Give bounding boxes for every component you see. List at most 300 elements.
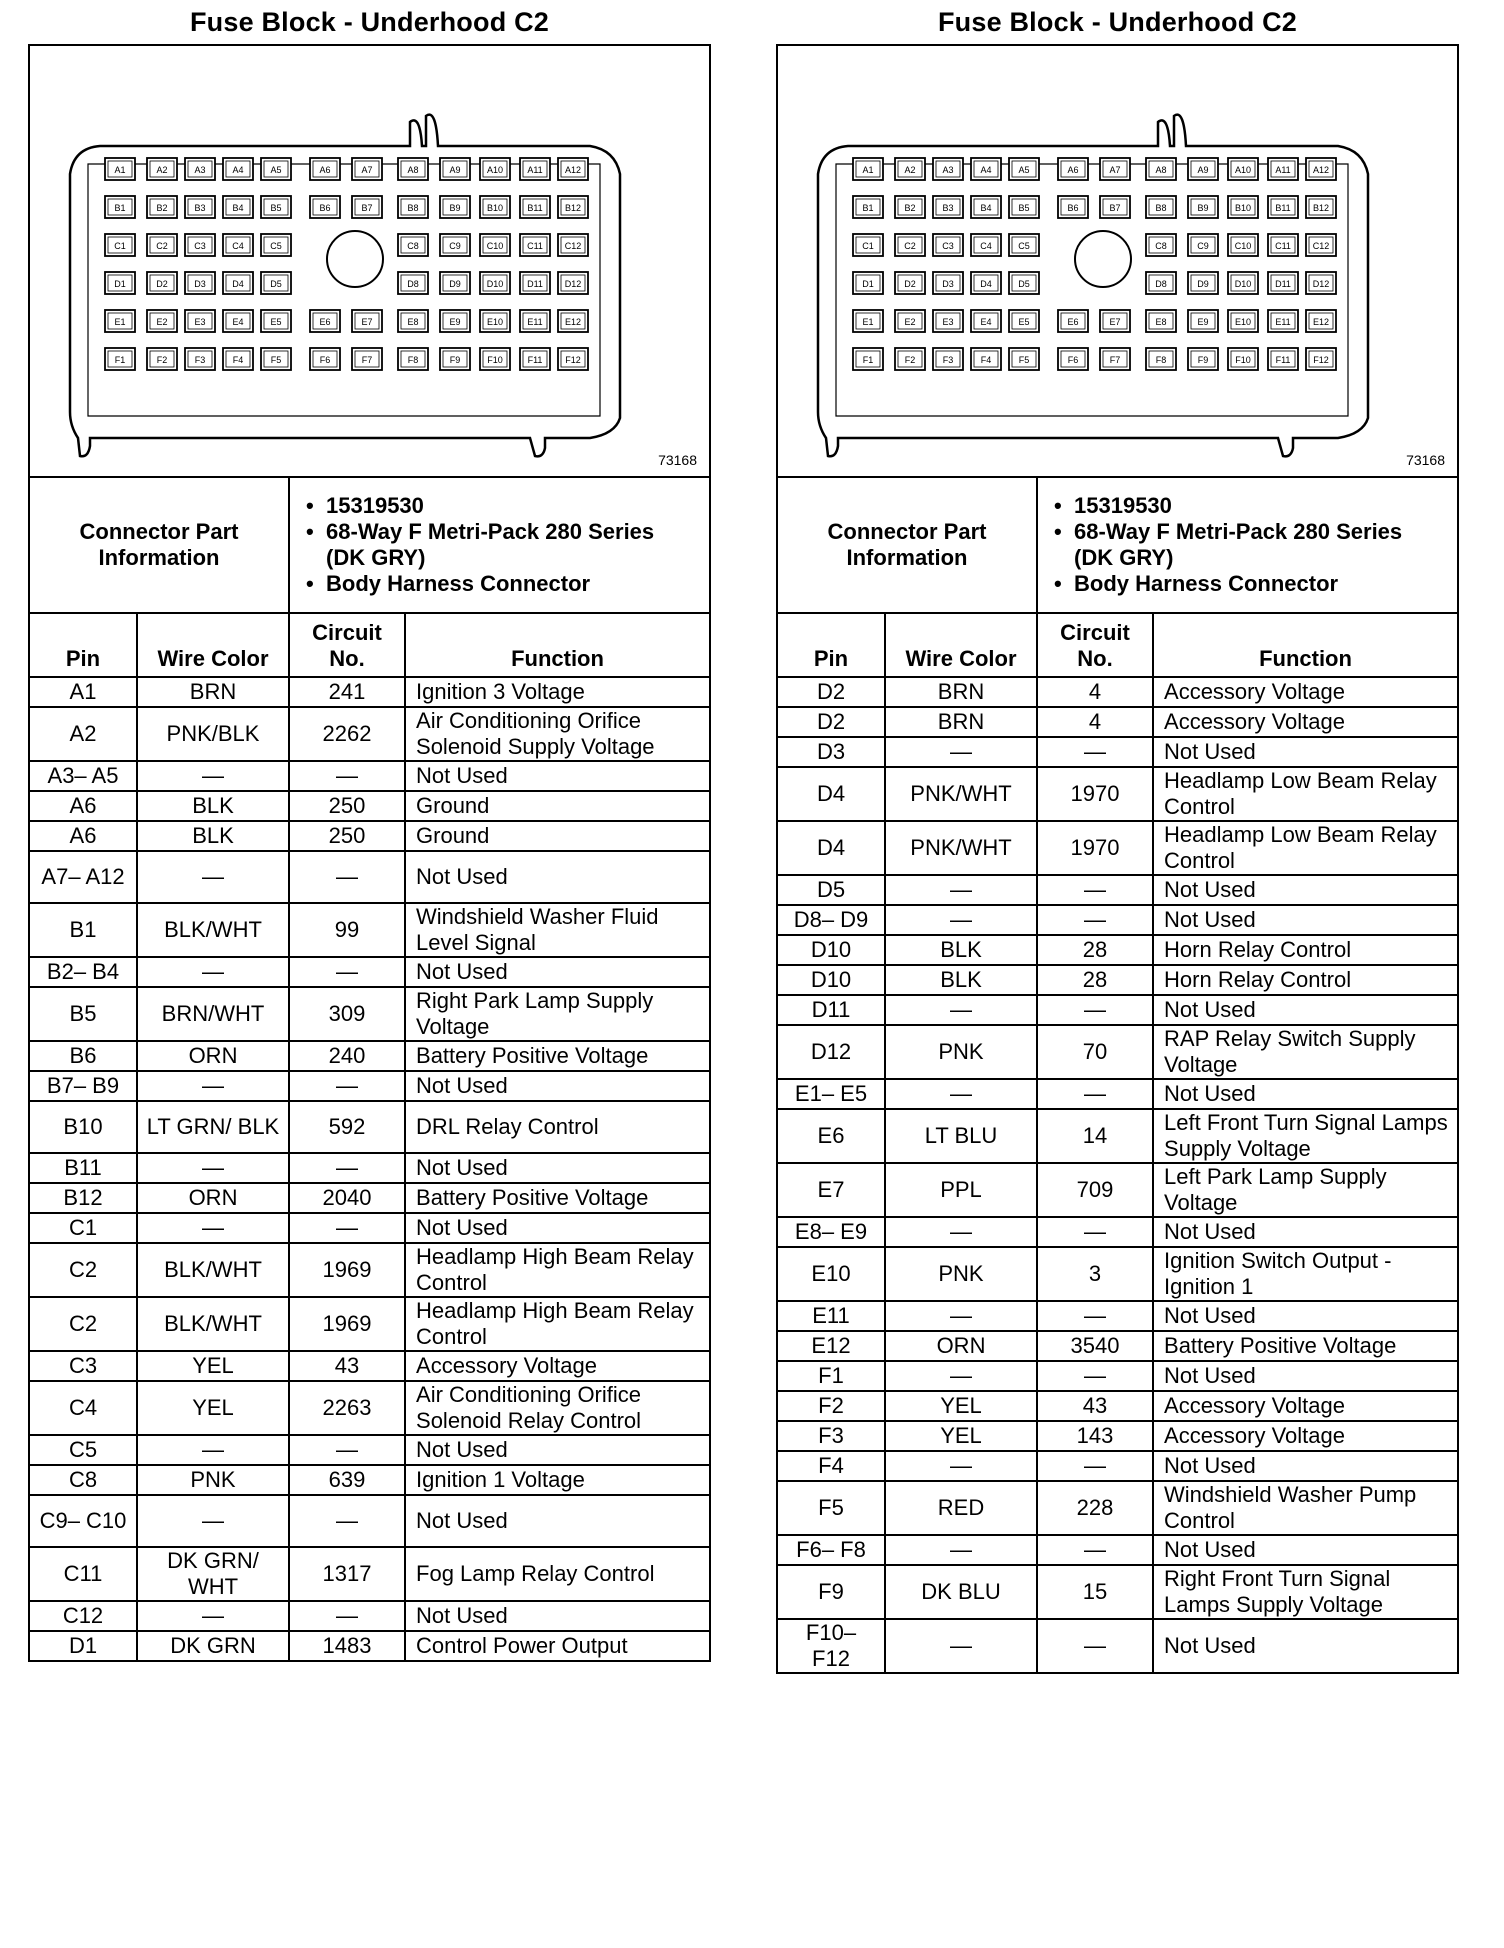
pin-cavity	[398, 348, 428, 370]
pin-label: D5	[270, 279, 282, 289]
pin-label: F7	[1109, 355, 1121, 365]
wire-color-cell: BLK/WHT	[137, 903, 289, 957]
wire-color-cell: PPL	[885, 1163, 1037, 1217]
table-row	[29, 1071, 710, 1101]
function-cell: Accessory Voltage	[1153, 707, 1458, 737]
pin-cell: E10	[777, 1247, 885, 1301]
pin-cavity	[558, 272, 588, 294]
pin-cavity	[933, 234, 963, 256]
pin-label: F4	[980, 355, 992, 365]
function-cell: Not Used	[1153, 875, 1458, 905]
connector-part-info	[1037, 477, 1458, 613]
circuit-cell: 228	[1037, 1481, 1153, 1535]
pin-label: F10	[487, 355, 503, 365]
function-cell: Not Used	[1153, 1217, 1458, 1247]
pin-label: A3	[942, 165, 954, 175]
pin-label: E3	[942, 317, 954, 327]
pin-cavity	[1306, 348, 1336, 370]
pin-cavity	[105, 158, 135, 180]
pin-cavity	[971, 158, 1001, 180]
table-row	[29, 903, 710, 957]
pin-label: A6	[319, 165, 331, 175]
pin-label: C3	[942, 241, 954, 251]
wire-color-cell: ORN	[137, 1183, 289, 1213]
pin-label: D3	[942, 279, 954, 289]
wire-color-cell: DK GRN/ WHT	[137, 1547, 289, 1601]
pin-cell: D1	[29, 1631, 137, 1661]
pin-cavity	[1009, 272, 1039, 294]
pin-label: B10	[1234, 203, 1252, 213]
circuit-cell: 14	[1037, 1109, 1153, 1163]
pin-label: C10	[486, 241, 504, 251]
function-cell: Battery Positive Voltage	[405, 1041, 710, 1071]
pin-cavity	[520, 234, 550, 256]
pin-cavity	[1009, 234, 1039, 256]
pin-label: B8	[1155, 203, 1167, 213]
pin-cavity	[520, 196, 550, 218]
pin-cavity	[971, 196, 1001, 218]
table-row	[777, 1619, 1458, 1673]
pin-label: D10	[1234, 279, 1252, 289]
pin-cavity	[895, 234, 925, 256]
function-cell: Not Used	[405, 1495, 710, 1547]
pin-cavity	[1009, 196, 1039, 218]
table-row	[777, 821, 1458, 875]
circuit-cell: 1317	[289, 1547, 405, 1601]
pin-cell: D3	[777, 737, 885, 767]
circuit-cell: —	[1037, 737, 1153, 767]
pin-label: B8	[407, 203, 419, 213]
pin-label: A11	[1275, 165, 1291, 175]
table-row	[777, 1025, 1458, 1079]
pin-label: A5	[270, 165, 282, 175]
pin-cavity	[1100, 158, 1130, 180]
pin-label: A11	[527, 165, 543, 175]
table-row	[29, 761, 710, 791]
table-row	[29, 1601, 710, 1631]
table-row	[777, 1565, 1458, 1619]
function-cell: Ignition 3 Voltage	[405, 677, 710, 707]
circuit-cell: 1970	[1037, 821, 1153, 875]
function-cell: Left Front Turn Signal Lamps Supply Voltage	[1153, 1109, 1458, 1163]
wire-color-cell: PNK	[885, 1247, 1037, 1301]
pin-cavity	[971, 310, 1001, 332]
table-row	[777, 1391, 1458, 1421]
wire-color-cell: —	[137, 1495, 289, 1547]
table-row	[777, 995, 1458, 1025]
pin-label: A5	[1018, 165, 1030, 175]
pin-cavity	[1058, 310, 1088, 332]
wire-color-cell: —	[885, 1451, 1037, 1481]
function-cell: Battery Positive Voltage	[405, 1183, 710, 1213]
pin-cavity	[1228, 158, 1258, 180]
function-cell: Battery Positive Voltage	[1153, 1331, 1458, 1361]
function-cell: Not Used	[1153, 1535, 1458, 1565]
pin-label: E1	[114, 317, 126, 327]
wire-color-cell: ORN	[137, 1041, 289, 1071]
pin-cavity	[261, 234, 291, 256]
pin-label: C11	[1275, 241, 1291, 251]
pin-cavity	[520, 310, 550, 332]
pin-label: D4	[980, 279, 992, 289]
pin-cell: E12	[777, 1331, 885, 1361]
pin-cavity	[1009, 348, 1039, 370]
circuit-cell: 1969	[289, 1297, 405, 1351]
pin-label: B3	[942, 203, 954, 213]
table-header-row	[777, 613, 1458, 677]
wire-color-cell: BLK	[885, 965, 1037, 995]
function-cell: Windshield Washer Fluid Level Signal	[405, 903, 710, 957]
pin-label: A9	[449, 165, 461, 175]
function-cell: Headlamp High Beam Relay Control	[405, 1243, 710, 1297]
function-cell: Not Used	[405, 1601, 710, 1631]
pin-label: D9	[1197, 279, 1209, 289]
pin-cavity	[147, 348, 177, 370]
pin-cavity	[933, 272, 963, 294]
pin-label: D12	[564, 279, 582, 289]
pin-label: C11	[527, 241, 543, 251]
pin-cavity	[1100, 310, 1130, 332]
table-row	[777, 1331, 1458, 1361]
wire-color-cell: BRN/WHT	[137, 987, 289, 1041]
table-row	[29, 791, 710, 821]
function-cell: Accessory Voltage	[405, 1351, 710, 1381]
pin-label: D5	[1018, 279, 1030, 289]
circuit-cell: 592	[289, 1101, 405, 1153]
pin-cavity	[352, 310, 382, 332]
pin-label: A12	[1312, 165, 1330, 175]
pin-cavity	[1146, 158, 1176, 180]
pin-cavity	[147, 234, 177, 256]
function-cell: Not Used	[1153, 995, 1458, 1025]
pin-cavity	[1268, 348, 1298, 370]
pin-label: A2	[156, 165, 168, 175]
wire-color-cell: —	[137, 851, 289, 903]
pin-label: F11	[1275, 355, 1291, 365]
wire-color-cell: BLK/WHT	[137, 1297, 289, 1351]
pin-label: A10	[486, 165, 504, 175]
pin-cavity	[105, 310, 135, 332]
pin-cavity	[520, 272, 550, 294]
pin-cavity	[1146, 196, 1176, 218]
connector-part-info	[289, 477, 710, 613]
pin-label: D9	[449, 279, 461, 289]
pin-cavity	[895, 196, 925, 218]
pinout-table	[776, 476, 1459, 1674]
wire-color-cell: —	[885, 737, 1037, 767]
pin-label: B6	[319, 203, 331, 213]
pin-label: A7	[361, 165, 373, 175]
table-row	[29, 957, 710, 987]
table-row	[777, 707, 1458, 737]
pin-cavity	[185, 272, 215, 294]
wire-color-cell: YEL	[137, 1351, 289, 1381]
pin-cell: B6	[29, 1041, 137, 1071]
pin-cavity	[105, 272, 135, 294]
pin-label: C1	[862, 241, 874, 251]
pin-cavity	[895, 310, 925, 332]
pin-cell: C4	[29, 1381, 137, 1435]
header-function: Function	[1153, 613, 1458, 677]
pin-cavity	[261, 196, 291, 218]
wire-color-cell: DK GRN	[137, 1631, 289, 1661]
circuit-cell: —	[289, 1153, 405, 1183]
wire-color-cell: BLK	[885, 935, 1037, 965]
pin-cell: C11	[29, 1547, 137, 1601]
table-row	[777, 1421, 1458, 1451]
wire-color-cell: —	[137, 1071, 289, 1101]
circuit-cell: —	[289, 957, 405, 987]
pin-cell: E1– E5	[777, 1079, 885, 1109]
pin-cavity	[853, 196, 883, 218]
connector-info-row	[29, 477, 710, 613]
pin-cavity	[853, 272, 883, 294]
pin-label: F2	[904, 355, 916, 365]
function-cell: Not Used	[405, 1153, 710, 1183]
function-cell: Air Conditioning Orifice Solenoid Relay Control	[405, 1381, 710, 1435]
function-cell: Windshield Washer Pump Control	[1153, 1481, 1458, 1535]
wire-color-cell: —	[885, 905, 1037, 935]
pin-cavity	[261, 272, 291, 294]
table-row	[777, 1301, 1458, 1331]
table-row	[29, 1101, 710, 1153]
circuit-cell: 709	[1037, 1163, 1153, 1217]
circuit-cell: 2040	[289, 1183, 405, 1213]
wire-color-cell: BRN	[885, 677, 1037, 707]
wire-color-cell: PNK/WHT	[885, 821, 1037, 875]
pinout-table	[28, 476, 711, 1662]
pin-cavity	[147, 310, 177, 332]
pin-cell: E8– E9	[777, 1217, 885, 1247]
pin-cavity	[1146, 348, 1176, 370]
pin-cavity	[105, 196, 135, 218]
function-cell: Not Used	[1153, 737, 1458, 767]
circuit-cell: 250	[289, 791, 405, 821]
pin-label: C4	[980, 241, 992, 251]
pin-label: E4	[232, 317, 244, 327]
wire-color-cell: —	[885, 1079, 1037, 1109]
polarization-key	[1075, 231, 1131, 287]
pin-label: B7	[361, 203, 373, 213]
connector-type: • 68-Way F Metri-Pack 280 Series (DK GRY)	[300, 519, 699, 571]
pin-label: D2	[904, 279, 916, 289]
pin-label: D3	[194, 279, 206, 289]
header-wire-color: Wire Color	[885, 613, 1037, 677]
function-cell: Headlamp Low Beam Relay Control	[1153, 767, 1458, 821]
pin-label: D11	[1275, 279, 1291, 289]
pin-cavity	[398, 272, 428, 294]
pin-cell: F4	[777, 1451, 885, 1481]
pin-cavity	[147, 272, 177, 294]
pin-label: F12	[1313, 355, 1329, 365]
circuit-cell: 1483	[289, 1631, 405, 1661]
pin-label: C8	[407, 241, 419, 251]
pin-cell: C2	[29, 1297, 137, 1351]
wire-color-cell: —	[885, 995, 1037, 1025]
circuit-cell: —	[1037, 1451, 1153, 1481]
pin-cavity	[853, 310, 883, 332]
pin-label: B4	[980, 203, 992, 213]
pin-cavity	[223, 272, 253, 294]
pin-cavity	[352, 348, 382, 370]
pin-cavity	[223, 310, 253, 332]
pin-cell: E7	[777, 1163, 885, 1217]
circuit-cell: —	[289, 1495, 405, 1547]
pin-label: A8	[407, 165, 419, 175]
connector-diagram-box	[28, 44, 711, 476]
table-row	[777, 677, 1458, 707]
header-pin: Pin	[777, 613, 885, 677]
pin-label: C2	[156, 241, 168, 251]
pin-label: D11	[527, 279, 543, 289]
table-row	[777, 1109, 1458, 1163]
pin-label: A1	[862, 165, 874, 175]
pin-label: D8	[1155, 279, 1167, 289]
pin-cavity	[440, 158, 470, 180]
circuit-cell: —	[1037, 1079, 1153, 1109]
header-circuit: Circuit No.	[1037, 613, 1153, 677]
pin-label: E10	[486, 317, 504, 327]
harness-name: • Body Harness Connector	[1048, 571, 1447, 597]
pin-label: C3	[194, 241, 206, 251]
pin-label: E9	[1197, 317, 1209, 327]
pin-cavity	[1100, 196, 1130, 218]
pin-cavity	[261, 158, 291, 180]
pin-label: B1	[114, 203, 126, 213]
pin-cavity	[1268, 272, 1298, 294]
function-cell: Headlamp Low Beam Relay Control	[1153, 821, 1458, 875]
connector-face-diagram	[30, 46, 713, 478]
pin-cell: D11	[777, 995, 885, 1025]
pin-label: A12	[564, 165, 582, 175]
pin-cavity	[1188, 310, 1218, 332]
wire-color-cell: ORN	[885, 1331, 1037, 1361]
connector-part-label: Connector Part Information	[29, 477, 289, 613]
pin-cavity	[223, 348, 253, 370]
circuit-cell: 240	[289, 1041, 405, 1071]
pin-label: F8	[1155, 355, 1167, 365]
circuit-cell: —	[289, 1213, 405, 1243]
table-row	[777, 875, 1458, 905]
pin-cell: A3– A5	[29, 761, 137, 791]
pin-label: A4	[980, 165, 992, 175]
pin-label: B7	[1109, 203, 1121, 213]
pin-cavity	[185, 234, 215, 256]
pin-cavity	[1188, 234, 1218, 256]
header-circuit: Circuit No.	[289, 613, 405, 677]
pin-cavity	[853, 234, 883, 256]
pin-cavity	[1268, 310, 1298, 332]
header-function: Function	[405, 613, 710, 677]
left-panel	[28, 0, 711, 1662]
pin-cavity	[1268, 196, 1298, 218]
header-pin: Pin	[29, 613, 137, 677]
function-cell: Horn Relay Control	[1153, 965, 1458, 995]
circuit-cell: 15	[1037, 1565, 1153, 1619]
pin-label: F2	[156, 355, 168, 365]
function-cell: Right Park Lamp Supply Voltage	[405, 987, 710, 1041]
pin-cavity	[1306, 234, 1336, 256]
pin-label: E11	[1275, 317, 1291, 327]
pin-label: A4	[232, 165, 244, 175]
pin-cavity	[480, 310, 510, 332]
table-row	[29, 1465, 710, 1495]
pin-label: F9	[449, 355, 461, 365]
pin-label: E8	[1155, 317, 1167, 327]
wire-color-cell: YEL	[885, 1391, 1037, 1421]
pin-cell: B7– B9	[29, 1071, 137, 1101]
pin-cavity	[933, 196, 963, 218]
table-row	[29, 1351, 710, 1381]
pin-cell: A2	[29, 707, 137, 761]
table-row	[29, 1631, 710, 1661]
pin-cavity	[310, 196, 340, 218]
pin-label: B2	[904, 203, 916, 213]
circuit-cell: 2263	[289, 1381, 405, 1435]
pin-label: F6	[1067, 355, 1079, 365]
circuit-cell: 4	[1037, 677, 1153, 707]
table-row	[777, 1451, 1458, 1481]
pin-cavity	[1146, 272, 1176, 294]
pin-cell: C12	[29, 1601, 137, 1631]
circuit-cell: —	[1037, 995, 1153, 1025]
pin-label: E8	[407, 317, 419, 327]
wire-color-cell: RED	[885, 1481, 1037, 1535]
pin-label: E2	[156, 317, 168, 327]
pin-cavity	[398, 234, 428, 256]
pin-label: D1	[862, 279, 874, 289]
pin-cavity	[1306, 196, 1336, 218]
pin-label: E4	[980, 317, 992, 327]
wire-color-cell: LT GRN/ BLK	[137, 1101, 289, 1153]
function-cell: Not Used	[405, 1071, 710, 1101]
pin-label: F5	[270, 355, 282, 365]
table-row	[777, 737, 1458, 767]
pin-cavity	[105, 348, 135, 370]
table-row	[777, 767, 1458, 821]
pin-cavity	[853, 348, 883, 370]
wire-color-cell: —	[137, 761, 289, 791]
pin-cavity	[1009, 158, 1039, 180]
pin-label: B1	[862, 203, 874, 213]
function-cell: Right Front Turn Signal Lamps Supply Voltage	[1153, 1565, 1458, 1619]
pin-cavity	[933, 310, 963, 332]
pin-label: D12	[1312, 279, 1330, 289]
table-row	[29, 1153, 710, 1183]
pin-cell: D12	[777, 1025, 885, 1079]
function-cell: Not Used	[1153, 1451, 1458, 1481]
circuit-cell: —	[1037, 1301, 1153, 1331]
pin-cell: B2– B4	[29, 957, 137, 987]
function-cell: Not Used	[405, 957, 710, 987]
circuit-cell: 1970	[1037, 767, 1153, 821]
pin-label: E1	[862, 317, 874, 327]
table-row	[29, 1041, 710, 1071]
pin-cavity	[480, 272, 510, 294]
connector-part-label: Connector Part Information	[777, 477, 1037, 613]
circuit-cell: 28	[1037, 965, 1153, 995]
pin-cavity	[185, 348, 215, 370]
pin-cavity	[223, 234, 253, 256]
function-cell: Not Used	[1153, 1301, 1458, 1331]
circuit-cell: —	[289, 1601, 405, 1631]
circuit-cell: —	[1037, 1217, 1153, 1247]
pin-label: C5	[1018, 241, 1030, 251]
pin-cell: D2	[777, 707, 885, 737]
pin-label: C12	[1312, 241, 1330, 251]
pin-label: A3	[194, 165, 206, 175]
wire-color-cell: —	[137, 1435, 289, 1465]
